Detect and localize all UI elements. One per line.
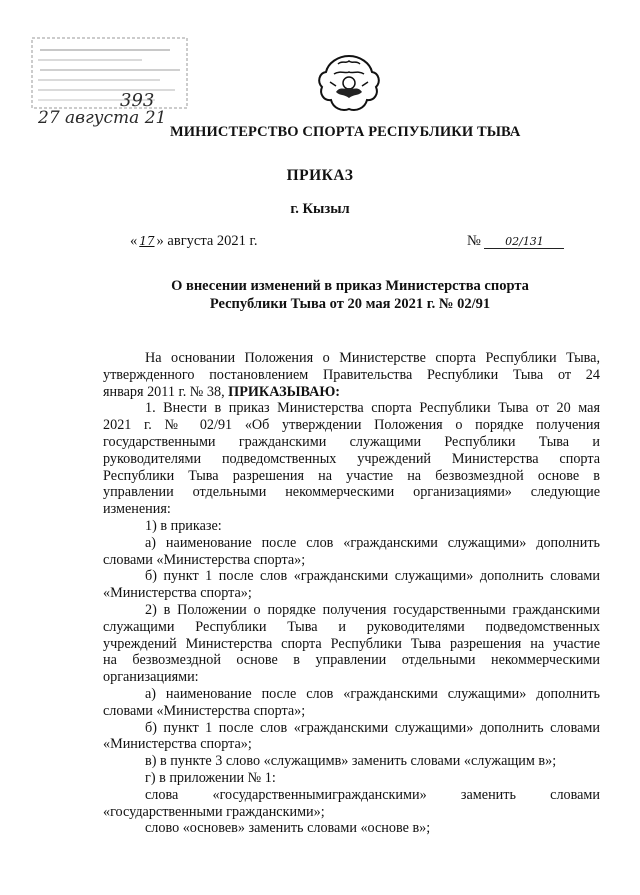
date-open-quote: « xyxy=(130,233,138,249)
subitem-2a-line: а) наименование после слов «гражданскими служащими» дополнить xyxy=(145,685,600,702)
subitem-2b-line: «Министерства спорта»; xyxy=(103,736,252,753)
intro-line: На основании Положения о Министерстве спорта Республики Тыва, xyxy=(145,350,600,366)
subitem-2g-line: «государственными гражданскими»; xyxy=(103,803,325,820)
item1-last-line: изменения: xyxy=(103,501,171,518)
coat-of-arms-emblem xyxy=(316,52,382,116)
subitem-2v: в) в пункте 3 слово «служащимв» заменить словами «служащим в»; xyxy=(145,753,557,770)
item1-line: 2021 г. № 02/91 «Об утверждении Положения о порядке получения xyxy=(103,417,600,434)
subitem-2-line: на безвозмездной основе в управлении отдельными некоммерческими xyxy=(103,652,600,669)
subitem-2b-line: б) пункт 1 после слов «гражданскими служащими» дополнить словами xyxy=(145,719,600,736)
item1-line: государственными гражданскими служащими Республики Тыва и xyxy=(103,433,600,450)
subject-line-2: Республики Тыва от 20 мая 2021 г. № 02/91 xyxy=(209,296,491,312)
stamp-frame xyxy=(30,36,192,154)
number-value: 02/131 xyxy=(484,235,564,249)
item1-line: 1. Внести в приказ Министерства спорта Республики Тыва от 20 мая xyxy=(145,400,600,417)
stamp-number: 393 xyxy=(120,90,155,111)
ministry-name: МИНИСТЕРСТВО СПОРТА РЕСПУБЛИКИ ТЫВА xyxy=(170,124,521,140)
order-date xyxy=(130,233,257,250)
subitem-2-line: служащими Республики Тыва и руководителями подведомственных xyxy=(103,618,600,635)
emblem-icon xyxy=(316,52,382,116)
subitem-1a-line: а) наименование после слов «гражданскими служащими» дополнить xyxy=(145,534,600,551)
item1-line: управлении отдельными некоммерческими организациями» следующие xyxy=(103,484,600,501)
subitem-2g: г) в приложении № 1: xyxy=(145,769,276,786)
item1-line: руководителями подведомственных учреждений Министерства спорта xyxy=(103,450,600,467)
date-rest: » августа 2021 г. xyxy=(156,233,258,249)
date-day: 17 xyxy=(139,234,155,248)
subitem-1b-line: б) пункт 1 после слов «гражданскими служащими» дополнить словами xyxy=(145,568,600,585)
document-type: ПРИКАЗ xyxy=(286,167,354,184)
subitem-2g-line: слова «государственнымигражданскими» заменить словами xyxy=(145,786,600,803)
city: г. Кызыл xyxy=(290,201,350,217)
order-keyword: ПРИКАЗЫВАЮ: xyxy=(228,383,341,400)
subitem-2-line: 2) в Положении о порядке получения государственными гражданскими xyxy=(145,601,600,618)
subitem-1: 1) в приказе: xyxy=(145,517,222,534)
subitem-1a-line: словами «Министерства спорта»; xyxy=(103,551,306,568)
item1-line: Республики Тыва разрешения на участие на безвозмездной основе в xyxy=(103,467,600,484)
intro-line: утвержденного постановлением Правительства Республики Тыва от 24 xyxy=(103,366,600,383)
subitem-1b-line: «Министерства спорта»; xyxy=(103,585,252,602)
order-number xyxy=(467,233,564,250)
order-body xyxy=(103,350,600,837)
subject-line-1: О внесении изменений в приказ Министерства спорта xyxy=(171,278,529,294)
subitem-2-line: учреждений Министерства спорта Республики Тыва разрешения на участие xyxy=(103,635,600,652)
intro-text: января 2011 г. № 38, xyxy=(103,383,229,400)
order-subject xyxy=(100,277,600,313)
stamp-date: 27 августа 21 xyxy=(38,108,167,128)
subitem-2g-line: слово «основев» заменить словами «основе в»; xyxy=(145,820,431,837)
subitem-2a-line: словами «Министерства спорта»; xyxy=(103,702,306,719)
registration-stamp xyxy=(30,36,192,154)
subitem-2-last-line: организациями: xyxy=(103,669,199,686)
intro-last-line xyxy=(103,384,600,401)
number-label: № xyxy=(467,233,481,249)
